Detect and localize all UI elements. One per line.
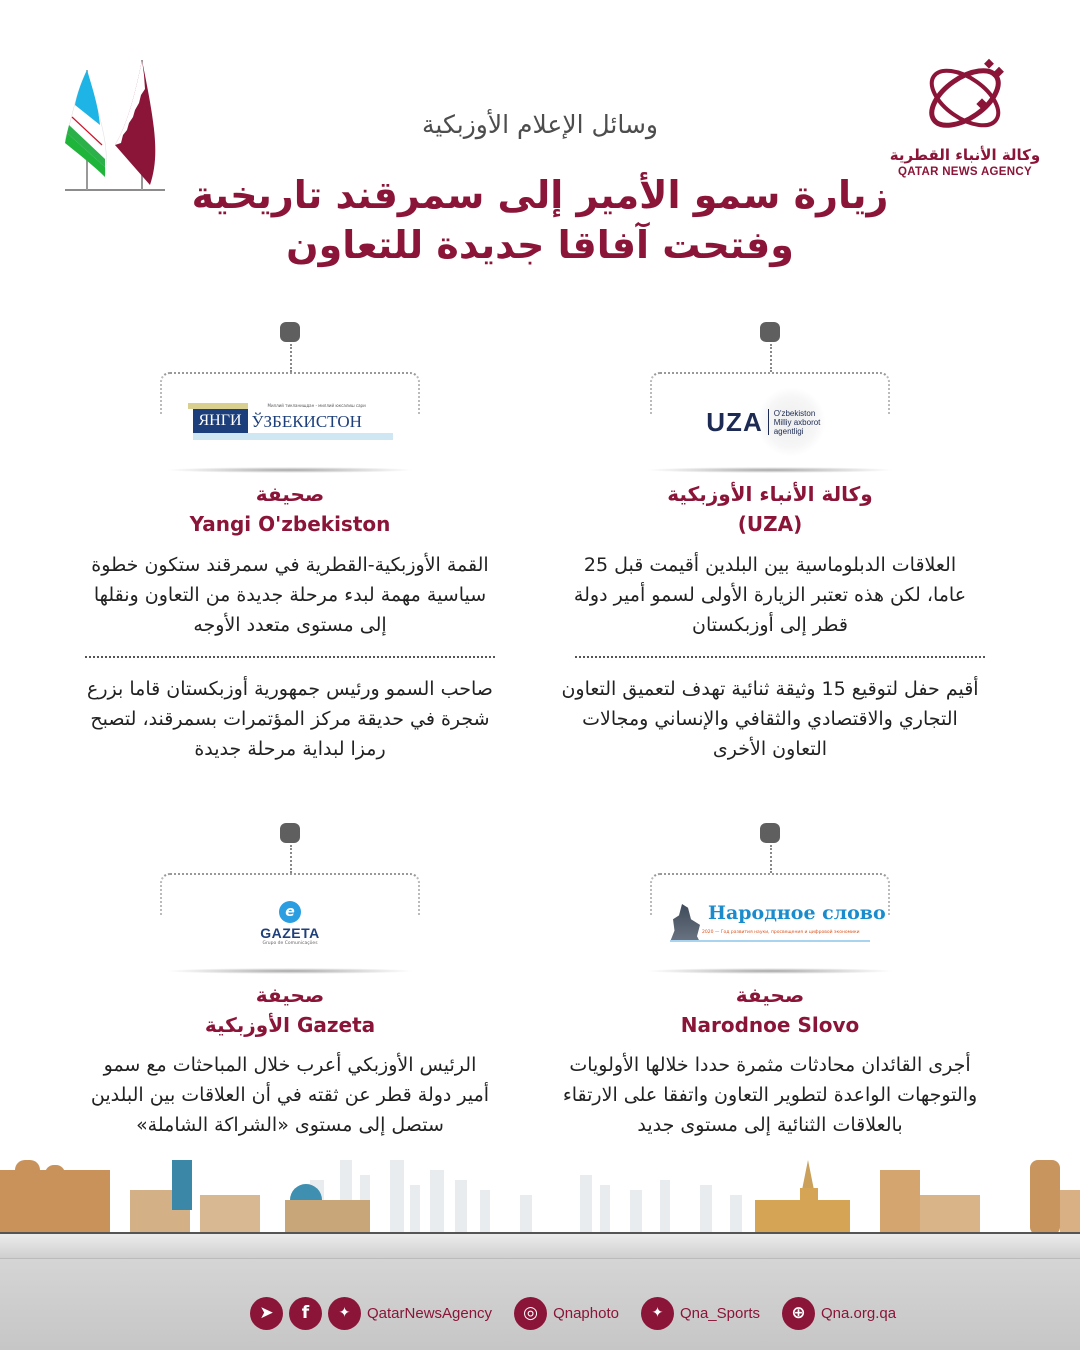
twitter-icon[interactable]: ✦ [328,1297,361,1330]
narodnoe-slovo-logo: Народное слово 2020 — Год развития науки, просвещения и цифровой экономики [555,893,985,953]
card-type: وكالة الأنباء الأوزبكية [667,482,873,506]
instagram-icon[interactable]: ◎ [514,1297,547,1330]
card-type: صحيفة [735,983,805,1007]
divider [575,656,985,658]
card-uza [555,322,985,782]
social-handle-qatarnewsagency[interactable]: QatarNewsAgency [367,1304,493,1322]
gazeta-emblem-icon: e [279,901,301,923]
divider [85,656,495,658]
connector-node [280,823,300,843]
connector-node [280,322,300,342]
title-line-2: وفتحت آفاقا جديدة للتعاون [286,223,794,267]
card-type: صحيفة [255,983,325,1007]
gazeta-logo: e GAZETA Grupo de Comunicações [75,893,505,953]
card-paragraph: العلاقات الدبلوماسية بين البلدين أقيمت قبل 25 عاما، لكن هذه تعتبر الزيارة الأولى لسمو أمير دولة قطر إلى أوزبكستان [573,554,967,636]
card-paragraph: أقيم حفل لتوقيع 15 وثيقة ثنائية تهدف لتعميق التعاون التجاري والاقتصادي والثقافي والإنساني ومجالات التعاون الأخرى [561,678,979,760]
page-subtitle: وسائل الإعلام الأوزبكية [422,110,658,139]
facebook-icon[interactable]: f [289,1297,322,1330]
logo-english-text: QATAR NEWS AGENCY [898,166,1032,178]
social-bar [250,1296,912,1330]
twitter-icon[interactable]: ✦ [641,1297,674,1330]
connector-node [760,322,780,342]
social-handle-qnaphoto[interactable]: Qnaphoto [553,1304,619,1322]
card-paragraph: الرئيس الأوزبكي أعرب خلال المباحثات مع سمو أمير دولة قطر عن ثقته في أن العلاقات بين البلدين ستصل إلى مستوى «الشراكة الشاملة» [90,1054,490,1136]
card-name: Narodnoe Slovo [680,1013,860,1037]
page-title [0,170,1080,270]
connector-line [770,845,772,873]
globe-icon[interactable]: ⊕ [782,1297,815,1330]
card-name: Yangi O'zbekiston [189,512,391,536]
card-yangi-uzbekiston [75,322,505,782]
telegram-icon[interactable]: ➤ [250,1297,283,1330]
skyline-illustration [0,1160,1080,1235]
yangi-uzbekiston-logo: ЯНГИ ЎЗБЕКИСТОН Миллий тикланишдан - миллий юксалиш сари [75,392,505,452]
plaza-wall [0,1232,1080,1259]
title-line-1: زيارة سمو الأمير إلى سمرقند تاريخية [191,173,889,217]
logo-arabic-text: وكالة الأنباء القطرية [889,146,1041,164]
connector-line [290,344,292,372]
card-narodnoe-slovo [555,823,985,1143]
card-gazeta [75,823,505,1143]
connector-line [290,845,292,873]
card-type: صحيفة [255,482,325,506]
social-handle-qna-sports[interactable]: Qna_Sports [679,1304,760,1322]
connector-line [770,344,772,372]
card-paragraph: القمة الأوزبكية-القطرية في سمرقند ستكون خطوة سياسية مهمة لبدء مرحلة جديدة من التعاون ونقلها إلى مستوى متعدد الأوجه [91,554,489,636]
connector-node [760,823,780,843]
website-link[interactable]: Qna.org.qa [821,1304,897,1322]
uza-logo: UZA O'zbekiston Milliy axborot agentligi [555,392,985,452]
card-name: Gazeta الأوزبكية [204,1013,376,1037]
card-name: (UZA) [737,512,803,536]
card-paragraph: صاحب السمو ورئيس جمهورية أوزبكستان قاما بزرع شجرة في حديقة مركز المؤتمرات بسمرقند، لتصبح رمزا لبداية مرحلة جديدة [87,678,493,760]
card-paragraph: أجرى القائدان محادثات مثمرة حددا خلالها الأولويات والتوجهات الواعدة لتطوير التعاون واتفقا على الارتقاء بالعلاقات الثنائية إلى مستوى جديد [562,1054,978,1136]
